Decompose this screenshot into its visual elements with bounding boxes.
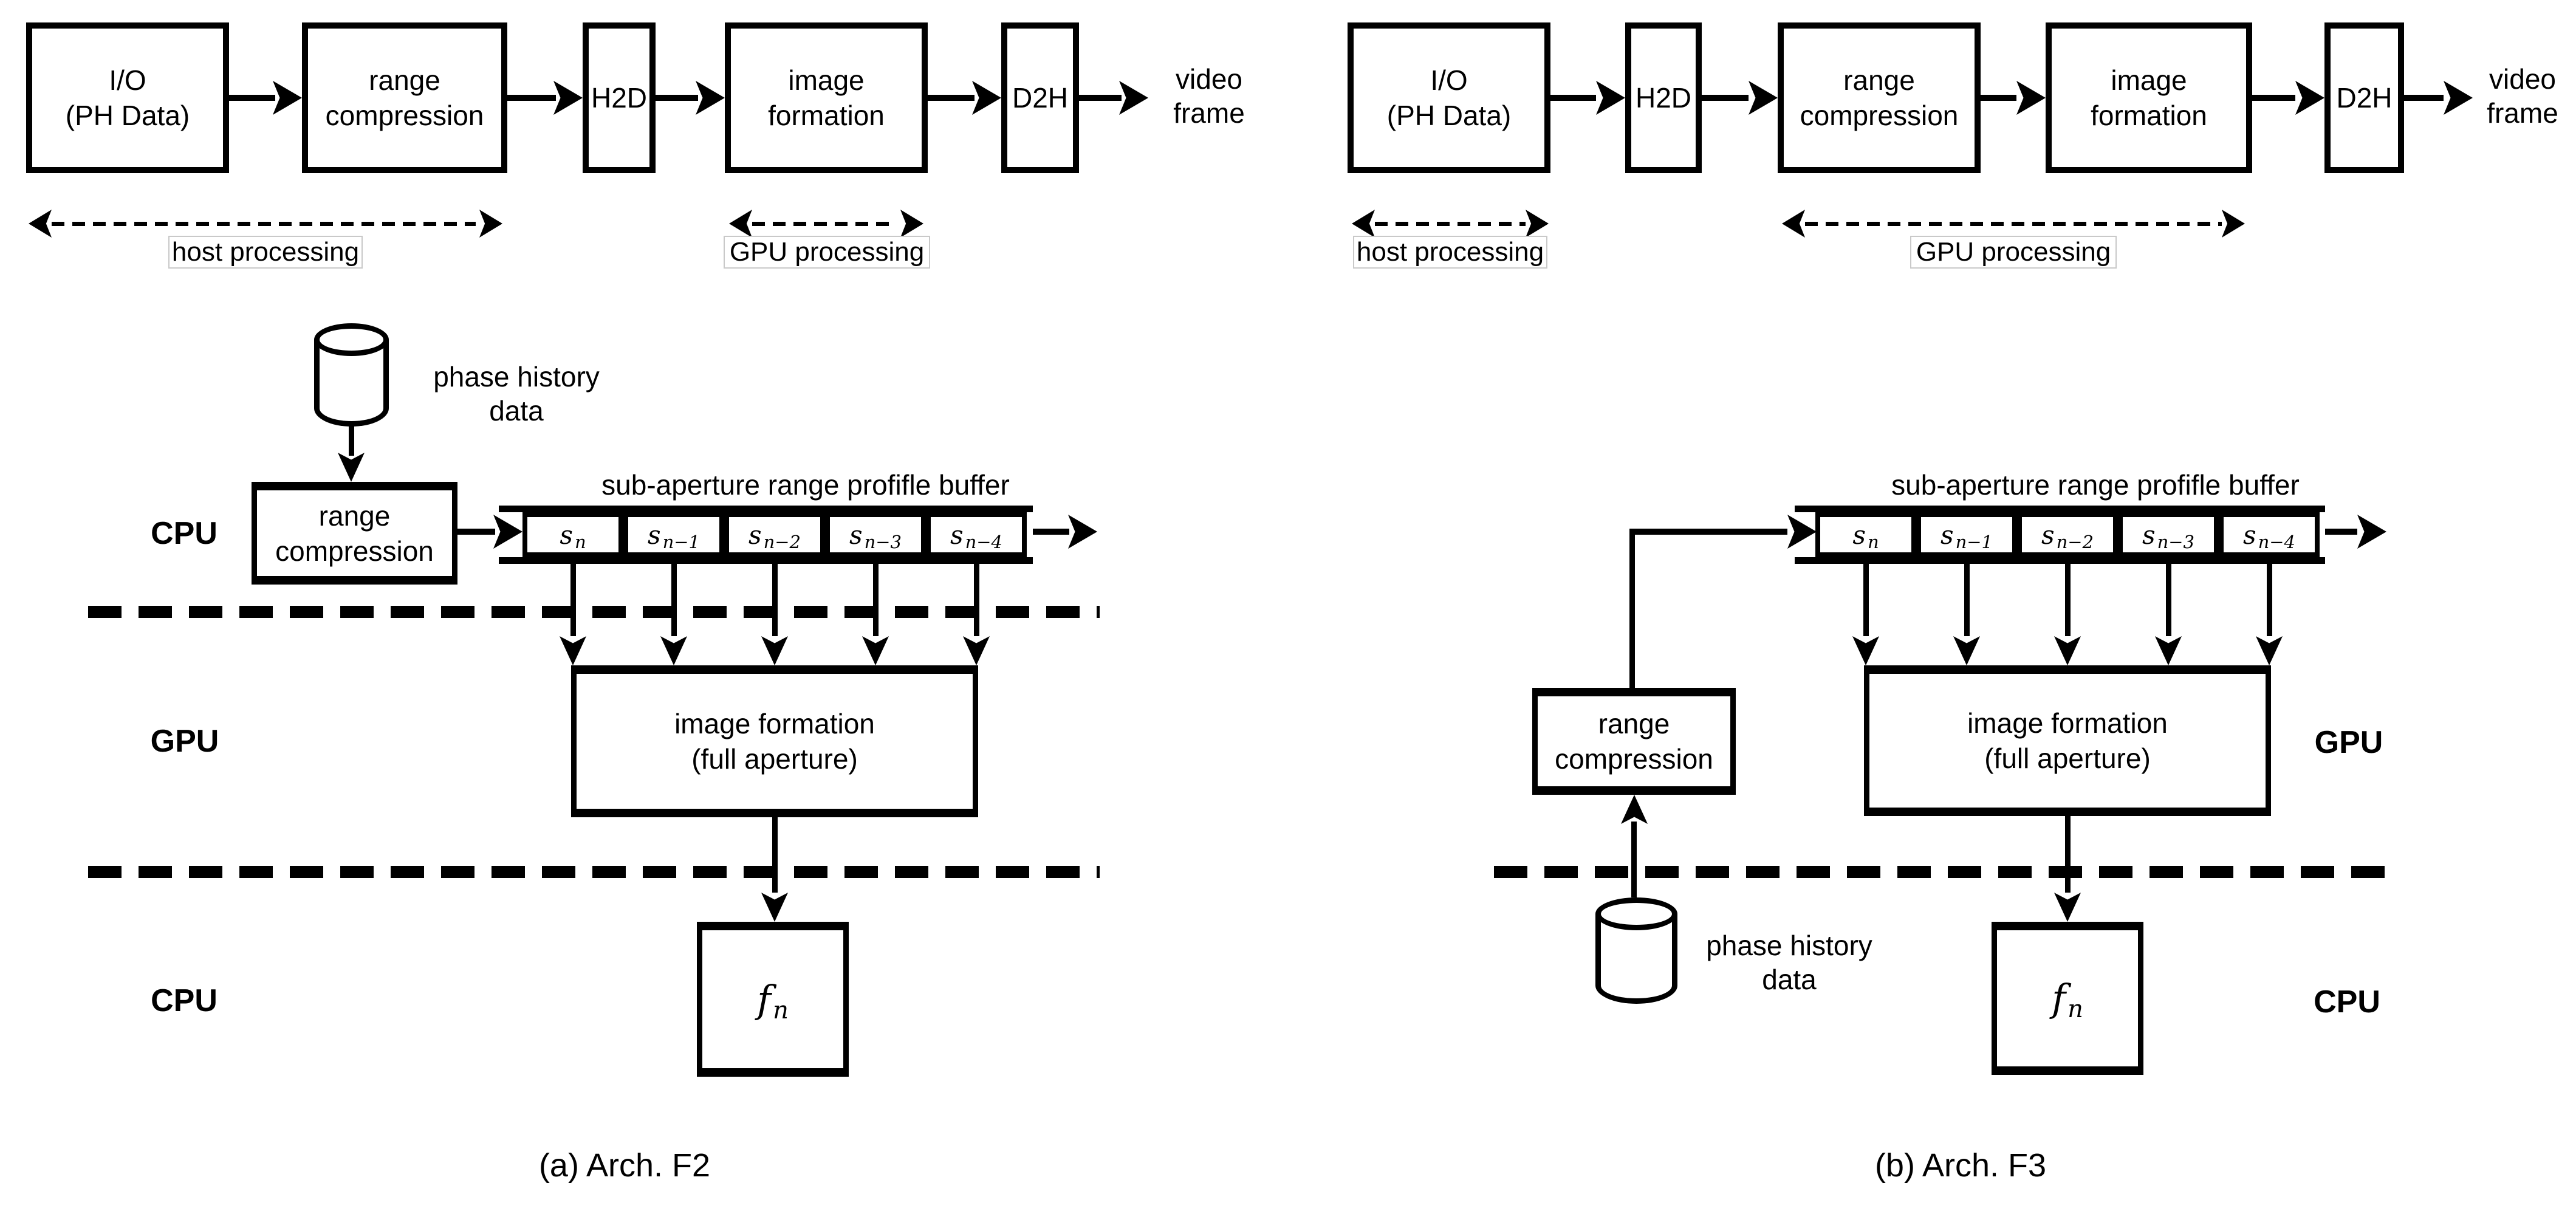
box-io-line1: I/O xyxy=(1430,64,1468,96)
arrowhead-right-icon xyxy=(972,81,1001,115)
gpu-processing-label xyxy=(724,236,930,269)
datastore-label xyxy=(1686,928,1893,997)
arrow-line xyxy=(457,529,495,535)
frame-symbol: f xyxy=(2052,976,2066,1020)
box-frame-fn xyxy=(1992,922,2143,1075)
gpu-label xyxy=(124,725,245,758)
box-imf-line2: formation xyxy=(2091,100,2207,131)
box-image-formation xyxy=(725,22,928,173)
arrow-line xyxy=(873,564,879,636)
buffer-title-text: sub-aperture range profifle buffer xyxy=(601,469,1010,501)
arrowhead-down-icon xyxy=(862,636,889,665)
cell-symbol: s xyxy=(1852,520,1866,550)
buffer-cell xyxy=(2017,512,2118,557)
gpu-cpu-separator xyxy=(1494,866,2388,878)
box-io xyxy=(26,22,229,173)
cpu-label-bottom xyxy=(123,984,245,1017)
box-io-line2: (PH Data) xyxy=(65,100,190,131)
box-frame-fn xyxy=(697,922,849,1077)
cylinder-top-ellipse xyxy=(314,323,389,356)
arrow-line xyxy=(2065,816,2071,893)
flow-rc-line2: compression xyxy=(1555,743,1713,775)
panel-caption-text: (a) Arch. F2 xyxy=(538,1147,711,1184)
buffer-bottom-rail xyxy=(499,557,1033,564)
output-line2: frame xyxy=(1173,97,1245,129)
buffer-title xyxy=(575,468,1036,502)
buffer-top-rail xyxy=(1795,506,2325,512)
host-span-dashed-line xyxy=(1375,222,1526,226)
buffer-title-text: sub-aperture range profifle buffer xyxy=(1891,469,2300,501)
buffer-cell xyxy=(2219,512,2320,557)
box-d2h xyxy=(2324,22,2404,173)
buffer-bottom-rail xyxy=(1795,557,2325,564)
box-rc-line2: compression xyxy=(1800,100,1959,131)
arrow-line xyxy=(2166,564,2171,636)
arrow-line xyxy=(2065,564,2071,636)
cell-subscript: n−4 xyxy=(965,532,1002,552)
box-range-compression-flow xyxy=(1532,688,1736,795)
arrow-line xyxy=(570,564,576,636)
cell-symbol: s xyxy=(2041,520,2055,550)
datastore-line2: data xyxy=(1762,964,1817,995)
arrow-line xyxy=(349,425,354,456)
buffer-top-rail xyxy=(499,506,1033,512)
datastore-line1: phase history xyxy=(433,361,600,393)
cell-symbol: s xyxy=(648,520,661,550)
arrow-line xyxy=(656,95,698,101)
cell-subscript: n−3 xyxy=(864,532,902,552)
buffer-cell xyxy=(2118,512,2219,557)
arrowhead-down-icon xyxy=(660,636,687,665)
cell-subscript: n−1 xyxy=(1955,532,1993,552)
box-image-formation-full xyxy=(571,665,978,817)
arrowhead-down-icon xyxy=(963,636,990,665)
box-h2d-label: H2D xyxy=(591,82,648,114)
cpu-label-text: CPU xyxy=(2314,984,2380,1020)
feed-line-vertical xyxy=(1629,529,1635,688)
box-image-formation-full xyxy=(1864,665,2271,816)
cell-symbol: s xyxy=(748,520,762,550)
gpu-cpu-separator xyxy=(88,866,1100,878)
arrow-line xyxy=(928,95,975,101)
panel-caption-text: (b) Arch. F3 xyxy=(1874,1147,2047,1184)
box-d2h-label: D2H xyxy=(2336,82,2393,114)
box-io-line2: (PH Data) xyxy=(1386,100,1512,131)
arrow-line xyxy=(1981,95,2016,101)
box-h2d-label: H2D xyxy=(1635,82,1692,114)
arrowhead-right-icon xyxy=(696,81,725,115)
datastore-line2: data xyxy=(489,395,544,427)
buffer-title xyxy=(1865,468,2326,502)
buffer-cells xyxy=(522,512,1027,557)
arrowhead-down-icon xyxy=(2054,636,2081,665)
arrow-line xyxy=(1702,95,1749,101)
arrowhead-right-icon xyxy=(2295,81,2324,115)
span-arrowhead-right-icon xyxy=(2222,210,2245,238)
gpu-span-dashed-line xyxy=(752,222,896,226)
box-range-compression-flow xyxy=(252,482,457,585)
box-range-compression xyxy=(302,22,507,173)
box-imf-line2: formation xyxy=(768,100,885,131)
arrowhead-right-icon xyxy=(1596,81,1625,115)
arrowhead-up-icon xyxy=(1621,795,1648,824)
output-line2: frame xyxy=(2487,97,2558,129)
arrow-line xyxy=(1863,564,1869,636)
arrowhead-right-icon xyxy=(1119,81,1148,115)
datastore-line1: phase history xyxy=(1706,930,1872,961)
arrow-line xyxy=(1033,529,1069,535)
buffer-cell xyxy=(724,512,825,557)
span-arrowhead-left-icon xyxy=(729,210,752,238)
cell-subscript: n−1 xyxy=(662,532,700,552)
arrowhead-down-icon xyxy=(2155,636,2182,665)
arrow-line xyxy=(2267,564,2272,636)
arrow-line xyxy=(671,564,677,636)
host-processing-label xyxy=(1353,236,1547,269)
box-imf-line1: image xyxy=(788,64,865,96)
arrow-line xyxy=(2325,529,2357,535)
output-label xyxy=(2462,62,2576,130)
frame-subscript: n xyxy=(2067,995,2083,1023)
panel-caption xyxy=(473,1147,776,1184)
gpu-label-text: GPU xyxy=(2314,725,2383,760)
cpu-label xyxy=(2286,986,2408,1018)
cell-subscript: n−3 xyxy=(2157,532,2194,552)
arrow-line xyxy=(1964,564,1970,636)
cpu-label-top xyxy=(123,517,245,550)
arrow-line xyxy=(1079,95,1122,101)
cell-symbol: s xyxy=(1941,520,1954,550)
arrow-line xyxy=(772,817,778,893)
arrowhead-right-icon xyxy=(493,515,522,549)
buffer-cell xyxy=(1916,512,2017,557)
arrowhead-down-icon xyxy=(761,893,788,922)
arrow-line xyxy=(772,564,778,636)
arrowhead-right-icon xyxy=(2016,81,2046,115)
box-d2h xyxy=(1001,22,1079,173)
buffer-cells xyxy=(1815,512,2320,557)
gpu-label xyxy=(2288,726,2410,759)
arrow-line xyxy=(229,95,275,101)
imf-full-line2: (full aperture) xyxy=(691,743,858,775)
arrowhead-right-icon xyxy=(2357,515,2386,549)
flow-rc-line2: compression xyxy=(275,535,434,567)
flow-rc-line1: range xyxy=(318,499,391,532)
flow-rc-line1: range xyxy=(1598,708,1670,739)
cell-symbol: s xyxy=(560,520,573,550)
arrow-line xyxy=(974,564,979,636)
arrowhead-down-icon xyxy=(560,636,586,665)
arrowhead-down-icon xyxy=(2256,636,2283,665)
datastore-label xyxy=(404,360,629,428)
arrowhead-down-icon xyxy=(1953,636,1980,665)
cpu-label-text: CPU xyxy=(151,983,218,1018)
gpu-processing-text: GPU processing xyxy=(729,237,925,267)
output-line1: video xyxy=(2489,63,2556,95)
arrow-line xyxy=(2252,95,2295,101)
gpu-processing-label xyxy=(1910,236,2117,269)
span-arrowhead-left-icon xyxy=(1352,210,1375,238)
host-processing-label xyxy=(168,236,363,269)
cpu-gpu-separator xyxy=(88,606,1100,618)
output-line1: video xyxy=(1176,63,1242,95)
cell-symbol: s xyxy=(950,520,964,550)
span-arrowhead-right-icon xyxy=(1526,210,1549,238)
arrowhead-right-icon xyxy=(273,81,302,115)
cell-subscript: n xyxy=(1867,532,1879,552)
box-io-line1: I/O xyxy=(109,64,146,96)
box-h2d xyxy=(583,22,656,173)
output-label xyxy=(1148,62,1270,130)
imf-full-line2: (full aperture) xyxy=(1984,743,2151,774)
cell-symbol: s xyxy=(849,520,863,550)
arrow-line xyxy=(507,95,556,101)
cpu-label-text: CPU xyxy=(151,516,218,551)
arrowhead-down-icon xyxy=(2054,893,2081,922)
feed-line-horizontal xyxy=(1629,529,1787,535)
box-rc-line1: range xyxy=(1843,64,1915,96)
gpu-span-dashed-line xyxy=(1805,222,2222,226)
arrowhead-down-icon xyxy=(338,453,365,482)
box-h2d xyxy=(1625,22,1702,173)
arrow-line xyxy=(1631,822,1637,897)
buffer-cell xyxy=(926,512,1027,557)
box-range-compression xyxy=(1778,22,1981,173)
box-io xyxy=(1348,22,1550,173)
buffer-cell xyxy=(623,512,724,557)
cell-symbol: s xyxy=(2142,520,2156,550)
cell-subscript: n xyxy=(574,532,586,552)
cell-subscript: n−2 xyxy=(2056,532,2094,552)
imf-full-line1: image formation xyxy=(1967,707,2168,739)
frame-subscript: n xyxy=(773,996,789,1024)
frame-symbol: f xyxy=(757,976,772,1021)
buffer-cell xyxy=(522,512,623,557)
host-processing-text: host processing xyxy=(171,237,360,267)
arrowhead-right-icon xyxy=(1787,515,1817,549)
span-arrowhead-left-icon xyxy=(1782,210,1805,238)
arrowhead-down-icon xyxy=(761,636,788,665)
box-imf-line1: image xyxy=(2111,64,2187,96)
cell-symbol: s xyxy=(2243,520,2256,550)
arrow-line xyxy=(1550,95,1596,101)
cylinder-top-ellipse xyxy=(1595,897,1677,930)
gpu-label-text: GPU xyxy=(150,724,219,759)
panel-caption xyxy=(1809,1147,2112,1184)
arrow-line xyxy=(2404,95,2444,101)
buffer-cell xyxy=(1815,512,1916,557)
arrowhead-down-icon xyxy=(1852,636,1879,665)
box-d2h-label: D2H xyxy=(1012,82,1069,114)
cell-subscript: n−2 xyxy=(763,532,801,552)
database-cylinder-icon xyxy=(1595,897,1677,1004)
span-arrowhead-left-icon xyxy=(29,210,52,238)
buffer-cell xyxy=(825,512,926,557)
database-cylinder-icon xyxy=(314,323,389,427)
cell-subscript: n−4 xyxy=(2258,532,2295,552)
arrowhead-right-icon xyxy=(1068,515,1097,549)
box-rc-line1: range xyxy=(369,64,440,96)
host-span-dashed-line xyxy=(52,222,476,226)
span-arrowhead-right-icon xyxy=(479,210,502,238)
span-arrowhead-right-icon xyxy=(900,210,923,238)
arrowhead-right-icon xyxy=(1749,81,1778,115)
box-rc-line2: compression xyxy=(325,100,484,131)
gpu-processing-text: GPU processing xyxy=(1916,237,2111,267)
arrowhead-right-icon xyxy=(553,81,583,115)
imf-full-line1: image formation xyxy=(674,708,875,739)
box-image-formation xyxy=(2046,22,2252,173)
host-processing-text: host processing xyxy=(1356,237,1544,267)
